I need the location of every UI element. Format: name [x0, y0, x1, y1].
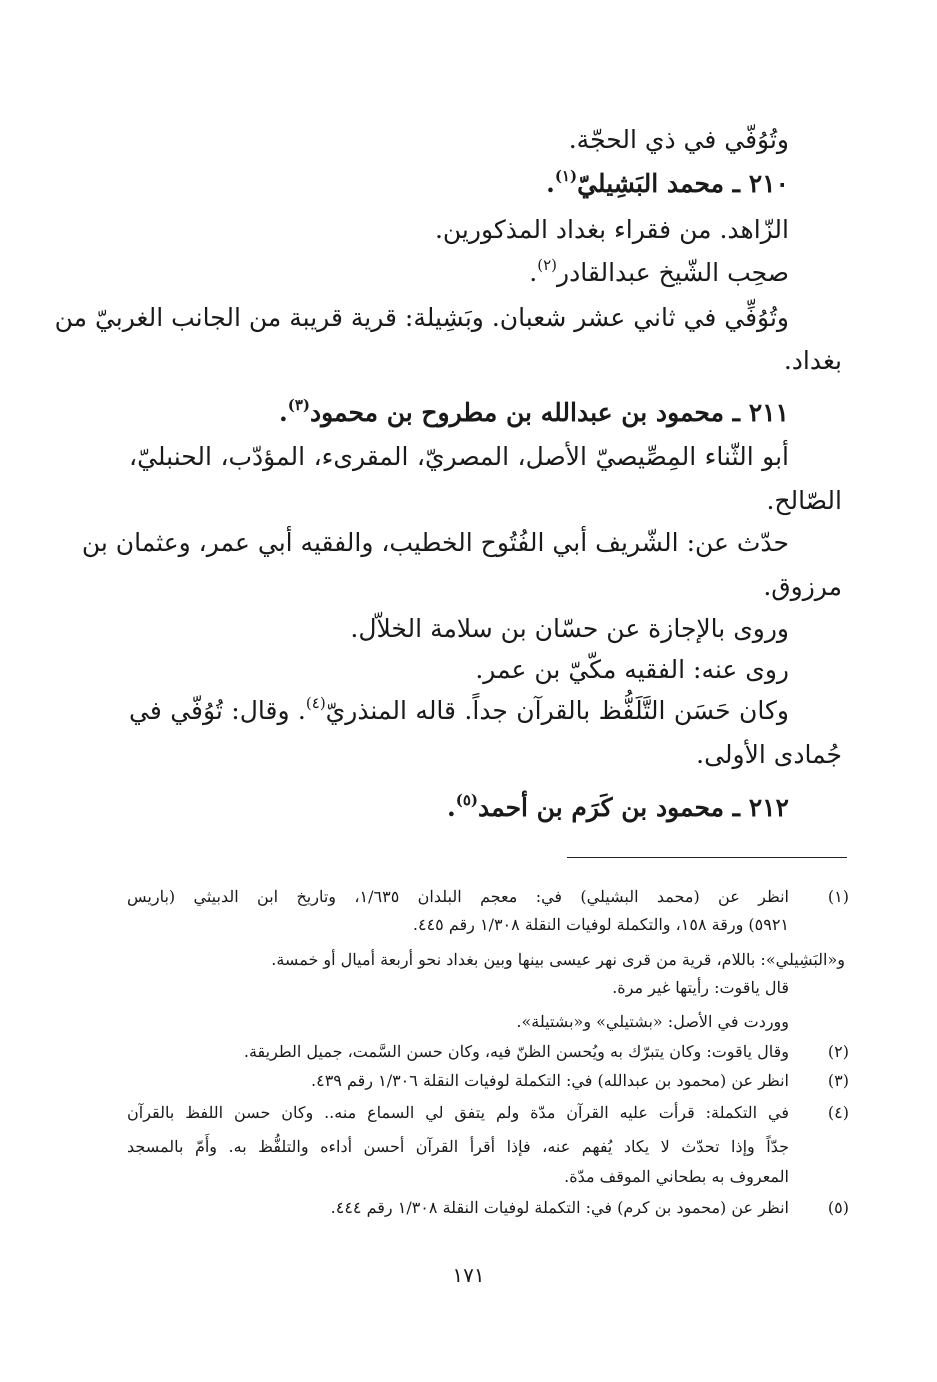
text-line: وروى بالإجازة عن حسّان بن سلامة الخلاّل.	[350, 614, 789, 643]
footnote-line: جدّاً وإذا تحدّث لا يكاد يُفهم عنه، فإذا أقرأ القرآن أحسن أداءه والتلفُّظ به. وأَمّ بالمسجد	[127, 1137, 789, 1156]
entry-heading-212: ٢١٢ ـ محمود بن كَرَم بن أحمد$^{(٥)}$.	[447, 790, 789, 822]
text-line: بغداد.	[783, 346, 842, 375]
footnote-ref[interactable]: (٥)	[455, 790, 478, 809]
entry-heading-210: ٢١٠ ـ محمد البَشِيليّ$^{(١)}$.	[546, 166, 789, 198]
text-line: الصّالح.	[766, 486, 842, 515]
entry-heading-211: ٢١١ ـ محمود بن عبدالله بن مطروح بن محمود$^{(٣)}$.	[278, 395, 789, 427]
footnote-ref[interactable]: (٢)	[537, 255, 558, 274]
footnote-line: انظر عن (محمود بن عبدالله) في: التكملة لوفيات النقلة ١/٣٠٦ رقم ٤٣٩.	[311, 1071, 789, 1090]
text-line: وتُوُفِّي في ثاني عشر شعبان. وبَشِيلة: قرية قريبة من الجانب الغربيّ من	[54, 303, 789, 332]
footnote-line: في التكملة: قرأت عليه القرآن مدّة ولم يتفق لي السماع منه.. وكان حسن اللفظ بالقرآن	[127, 1103, 789, 1122]
footnote-ref[interactable]: (٤)	[305, 693, 326, 712]
footnote-ref[interactable]: (٣)	[287, 395, 310, 414]
footnote-number: (٣)	[827, 1071, 849, 1090]
footnote-number: (٢)	[827, 1042, 849, 1061]
footnote-line: و«البَشِيلي»: باللام، قرية من قرى نهر عيسى بينها وبين بغداد نحو أربعة أميال أو خمسة.	[271, 950, 845, 969]
footnote-line: انظر عن (محمد البشيلي) في: معجم البلدان ١/٦٣٥، وتاريخ ابن الدبيثي (باريس	[127, 887, 789, 906]
text-line: وتُوُفّي في ذي الحجّة.	[568, 125, 789, 154]
footnote-line: وقال ياقوت: وكان يتبرّك به ويُحسن الظنّ فيه، وكان حسن السَّمت، جميل الطريقة.	[243, 1042, 789, 1061]
footnote-line: قال ياقوت: رأيتها غير مرة.	[612, 978, 789, 997]
text-line: جُمادى الأولى.	[696, 740, 842, 769]
footnote-number: (١)	[827, 887, 849, 906]
page-number: ١٧١	[452, 1263, 485, 1287]
footnote-number: (٤)	[827, 1103, 849, 1122]
footnote-line: ووردت في الأصل: «بشتيلي» و«بشتيلة».	[516, 1012, 789, 1031]
text-line: مرزوق.	[763, 572, 842, 601]
text-line: الزّاهد. من فقراء بغداد المذكورين.	[434, 215, 789, 244]
text-line: صحِب الشّيخ عبدالقادر$^{(٢)}$.	[529, 255, 789, 287]
footnote-line: انظر عن (محمود بن كرم) في: التكملة لوفيات النقلة ١/٣٠٨ رقم ٤٤٤.	[330, 1198, 789, 1217]
footnote-line: المعروف به بطحاني الموقف مدّة.	[564, 1167, 789, 1186]
footnote-separator	[567, 857, 847, 858]
text-line: حدّث عن: الشّريف أبي الفُتُوح الخطيب، والفقيه أبي عمر، وعثمان بن	[81, 528, 789, 557]
text-line: روى عنه: الفقيه مكّيّ بن عمر.	[475, 655, 789, 684]
footnote-line: ٥٩٢١) ورقة ١٥٨، والتكملة لوفيات النقلة ١/٣٠٨ رقم ٤٤٥.	[412, 915, 789, 934]
footnote-number: (٥)	[827, 1198, 849, 1217]
text-line: أبو الثّناء المِصِّيصيّ الأصل، المصريّ، المقرىء، المؤدّب، الحنبليّ،	[129, 442, 789, 471]
footnote-ref[interactable]: (١)	[554, 166, 578, 185]
text-line: وكان حَسَن التَّلَفُّظ بالقرآن جداً. قاله المنذريّ$^{(٤)}$. وقال: تُوُفّي في	[129, 693, 790, 725]
